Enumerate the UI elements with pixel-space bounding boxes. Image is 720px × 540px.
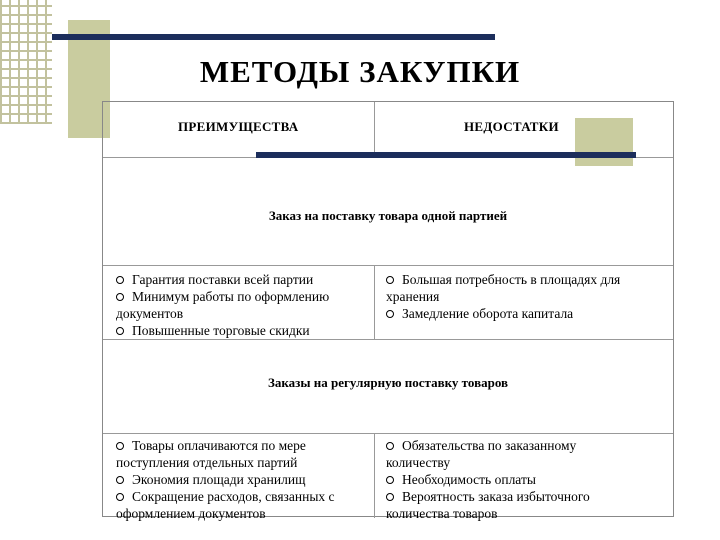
- list-item: [386, 288, 620, 305]
- list-item: [116, 505, 335, 522]
- list-item-text: Гарантия поставки всей партии: [132, 272, 314, 287]
- divider-row2: [103, 265, 673, 266]
- bullet-icon: [116, 276, 124, 284]
- list-item: [386, 454, 590, 471]
- list-item: [116, 437, 335, 454]
- list-item-text: Товары оплачиваются по мере: [132, 438, 306, 453]
- list-item-text: Большая потребность в площадях для: [402, 272, 621, 287]
- list-item: [116, 454, 335, 471]
- list-item-text: Обязательства по заказанному: [402, 438, 577, 453]
- bullet-icon: [116, 442, 124, 450]
- decorative-navy-line: [52, 34, 495, 40]
- list-item: [116, 288, 329, 305]
- bullet-icon: [116, 293, 124, 301]
- bullet-icon: [116, 476, 124, 484]
- list-item: [386, 505, 590, 522]
- section1-pros: [116, 271, 329, 339]
- list-item-text: Сокращение расходов, связанных с: [132, 489, 335, 504]
- bullet-icon: [386, 310, 394, 318]
- bullet-icon: [116, 327, 124, 335]
- bullet-icon: [386, 476, 394, 484]
- divider-row3: [103, 339, 673, 340]
- list-item-text: количеству: [386, 455, 451, 470]
- header-cons: НЕДОСТАТКИ: [464, 119, 559, 134]
- section2-title: Заказы на регулярную поставку товаров: [267, 375, 509, 390]
- bullet-icon: [386, 276, 394, 284]
- list-item: [386, 305, 620, 322]
- section1-title: Заказ на поставку товара одной партией: [268, 208, 508, 223]
- list-item-text: документов: [116, 306, 184, 321]
- list-item: [116, 488, 335, 505]
- bullet-icon: [386, 493, 394, 501]
- list-item-text: Повышенные торговые скидки: [132, 323, 310, 338]
- bullet-icon: [116, 493, 124, 501]
- list-item: [386, 471, 590, 488]
- list-item-text: Вероятность заказа избыточного: [402, 489, 590, 504]
- section2-cons: [386, 437, 590, 522]
- divider-section2: [374, 433, 375, 518]
- decorative-olive-block: [575, 118, 633, 166]
- list-item-text: хранения: [386, 289, 440, 304]
- divider-row4: [103, 433, 673, 434]
- list-item: [116, 305, 329, 322]
- bullet-icon: [386, 442, 394, 450]
- list-item: [116, 471, 335, 488]
- list-item-text: Минимум работы по оформлению: [132, 289, 330, 304]
- header-pros: ПРЕИМУЩЕСТВА: [178, 119, 299, 134]
- list-item-text: Необходимость оплаты: [402, 472, 536, 487]
- list-item: [116, 322, 329, 339]
- list-item-text: количества товаров: [386, 506, 498, 521]
- divider-header: [374, 102, 375, 157]
- list-item: [386, 437, 590, 454]
- divider-section1: [374, 265, 375, 339]
- list-item-text: Экономия площади хранилищ: [132, 472, 306, 487]
- list-item: [116, 271, 329, 288]
- section1-cons: [386, 271, 620, 322]
- slide-title: МЕТОДЫ ЗАКУПКИ: [199, 54, 521, 89]
- list-item: [386, 271, 620, 288]
- list-item: [386, 488, 590, 505]
- section2-pros: [116, 437, 335, 522]
- list-item-text: поступления отдельных партий: [116, 455, 298, 470]
- decorative-navy-underline: [256, 152, 636, 158]
- list-item-text: оформлением документов: [116, 506, 266, 521]
- list-item-text: Замедление оборота капитала: [402, 306, 574, 321]
